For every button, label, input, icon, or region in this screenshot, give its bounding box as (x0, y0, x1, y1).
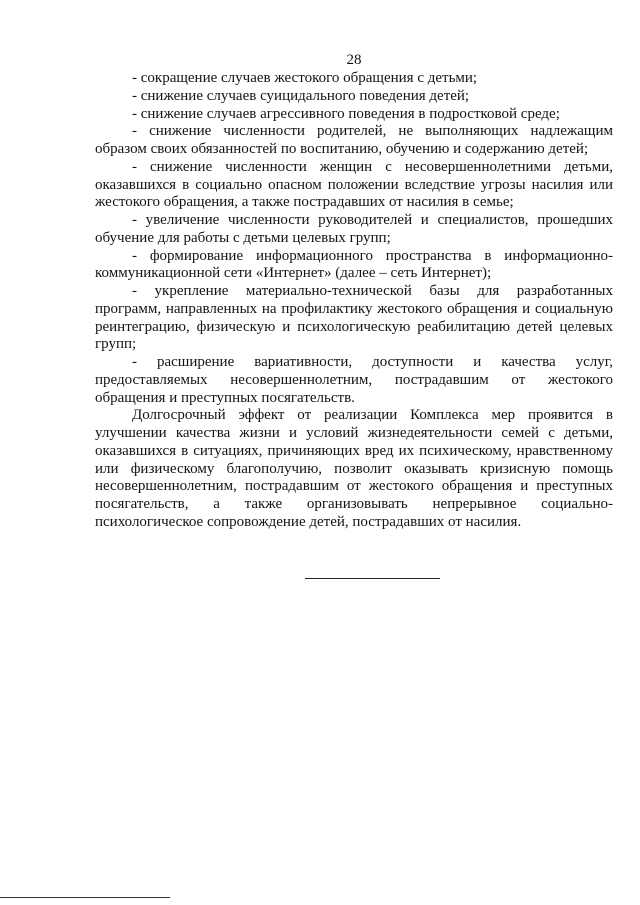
page-number: 28 (346, 52, 362, 68)
text-line: программ, направленных на профилактику жестокого обращения и социальную (95, 300, 613, 317)
text-line: реинтеграцию, физическую и психологическую реабилитацию детей целевых (95, 318, 613, 335)
list-item (95, 88, 613, 106)
text-line: посягательств, а также организовывать непрерывное социально- (95, 496, 613, 512)
text-line: - расширение вариативности, доступности и качества услуг, (132, 354, 613, 370)
text-line: - увеличение численности руководителей и специалистов, прошедших (132, 212, 613, 228)
text-line: групп; (95, 336, 137, 353)
text-line: - снижение численности родителей, не выполняющих надлежащим (132, 123, 613, 140)
text-line: улучшении качества жизни и условий жизнедеятельности семей с детьми, (95, 425, 613, 441)
text-line: жестокого обращения, а также пострадавших от насилия в семье; (95, 194, 514, 211)
page-edge-line (0, 897, 170, 898)
text-line: обращения и преступных посягательств. (95, 389, 355, 406)
document-body (95, 70, 613, 532)
text-line: образом своих обязанностей по воспитанию, обучению и содержанию детей; (95, 141, 589, 157)
text-line: - формирование информационного пространства в информационно- (132, 247, 613, 264)
text-line: обучение для работы с детьми целевых групп; (95, 229, 391, 246)
text-line: - снижение случаев суицидального поведения детей; (132, 87, 470, 104)
text-line: предоставляемых несовершеннолетним, пострадавшим от жестокого (95, 371, 613, 388)
list-item (95, 70, 613, 88)
text-line: психологическое сопровождение детей, пострадавших от насилия. (95, 513, 522, 530)
text-line: Долгосрочный эффект от реализации Комплекса мер проявится в (132, 407, 613, 424)
list-item (95, 123, 613, 159)
text-line: оказавшихся в социально опасном положении вследствие угрозы насилия или (95, 176, 613, 193)
text-line: - укрепление материально-технической базы для разработанных (132, 283, 613, 299)
list-item (95, 283, 613, 354)
body-paragraph (95, 407, 613, 531)
end-divider-line (305, 578, 440, 579)
text-line: - снижение случаев агрессивного поведения в подростковой среде; (132, 105, 560, 122)
list-item (95, 248, 613, 284)
text-line: коммуникационной сети «Интернет» (далее – сеть Интернет); (95, 265, 492, 282)
list-item (95, 212, 613, 248)
text-line: или физическому благополучию, позволит оказывать кризисную помощь (95, 460, 613, 477)
list-item (95, 354, 613, 407)
text-line: - снижение численности женщин с несовершеннолетними детьми, (132, 158, 613, 175)
text-line: оказавшихся в ситуациях, причиняющих вред их психическому, нравственному (95, 442, 613, 459)
list-item (95, 106, 613, 124)
list-item (95, 159, 613, 212)
text-line: - сокращение случаев жестокого обращения с детьми; (132, 70, 478, 86)
text-line: несовершеннолетним, пострадавшим от жестокого обращения и преступных (95, 478, 613, 495)
